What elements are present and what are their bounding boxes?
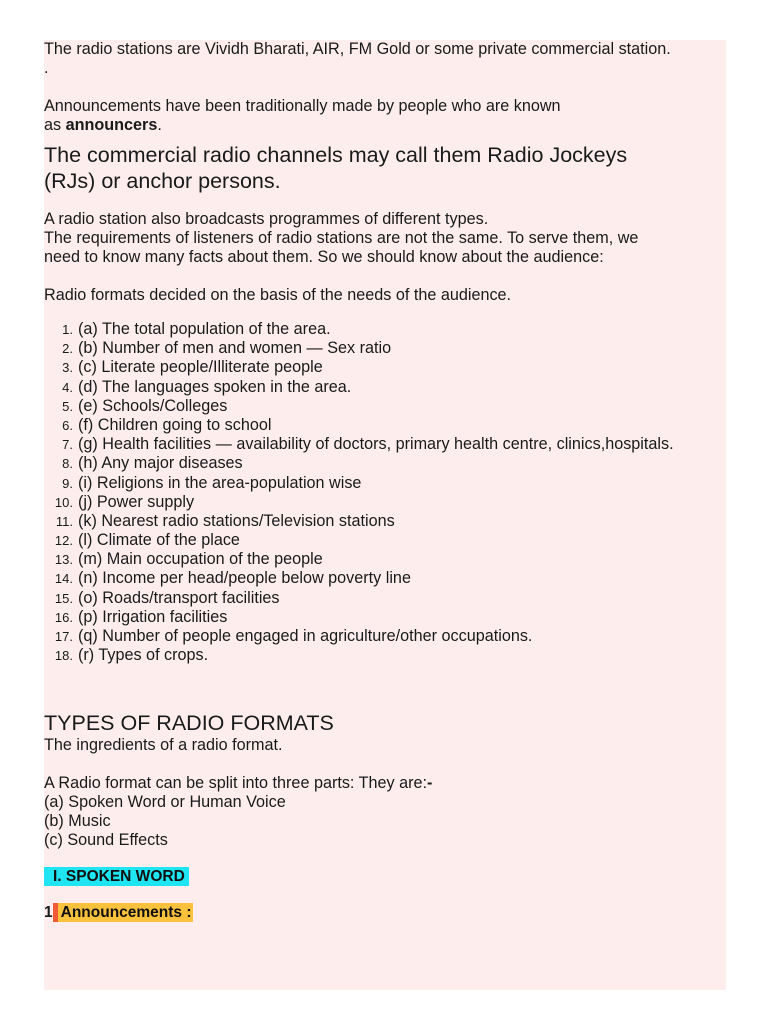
formats-line: Radio formats decided on the basis of the needs of the audience. [44, 286, 512, 304]
factor-item [44, 320, 744, 339]
factor-text: (k) Nearest radio stations/Television stations [78, 511, 395, 530]
factor-text: (q) Number of people engaged in agriculture/other occupations. [78, 627, 533, 645]
factor-number: 3. [62, 360, 73, 376]
factor-item [44, 358, 744, 377]
factor-item [44, 339, 744, 358]
factor-text: (b) Number of men and women — Sex ratio [78, 339, 392, 358]
audience-line-3: need to know many facts about them. So we should know about the audience: [44, 248, 604, 266]
stray-dot: . [44, 59, 49, 77]
factor-item [44, 646, 744, 665]
factor-item [44, 474, 744, 493]
factor-item [44, 435, 744, 454]
audience-line-2: The requirements of listeners of radio stations are not the same. To serve them, we [44, 229, 639, 247]
stations-line: The radio stations are Vividh Bharati, AIR, FM Gold or some private commercial station. [44, 40, 671, 58]
factor-text: (c) Literate people/Illiterate people [78, 358, 323, 377]
factor-number: 14. [54, 571, 73, 587]
factor-item [44, 454, 744, 473]
announcements-subheading-label [44, 903, 193, 922]
spoken-word-heading [44, 867, 744, 886]
factor-number: 13. [54, 552, 73, 568]
split-paragraph [44, 774, 744, 850]
commercial-paragraph [44, 142, 744, 194]
ingredients-text: The ingredients of a radio format. [44, 736, 283, 755]
part-c: (c) Sound Effects [44, 831, 168, 850]
announcements-prefix: as [44, 116, 66, 134]
factor-item [44, 397, 744, 416]
factor-text: (i) Religions in the area-population wise [78, 473, 362, 492]
factor-text: (r) Types of crops. [78, 646, 209, 665]
factor-number: 5. [62, 398, 73, 414]
spoken-word-label: I. SPOKEN WORD [44, 867, 189, 886]
factor-text: (a) The total population of the area. [78, 320, 331, 338]
factor-text: (j) Power supply [78, 492, 195, 511]
factor-text: (e) Schools/Colleges [78, 396, 228, 415]
factor-number: 2. [62, 341, 73, 357]
factor-item [44, 378, 744, 397]
announcements-paragraph [44, 97, 744, 135]
factor-text: (h) Any major diseases [78, 454, 243, 473]
factor-item [44, 512, 744, 531]
subheading-text: Announcements : [58, 903, 193, 922]
factor-number: 17. [54, 629, 73, 644]
document-content [44, 40, 744, 922]
part-b: (b) Music [44, 812, 111, 831]
factor-number: 15. [54, 590, 73, 606]
factor-text: (m) Main occupation of the people [78, 550, 323, 569]
factor-item [44, 569, 744, 588]
factor-number: 1. [62, 322, 73, 337]
factor-number: 10. [54, 494, 73, 510]
audience-paragraph [44, 210, 744, 267]
factor-item [44, 627, 744, 646]
audience-line-1: A radio station also broadcasts programmes of different types. [44, 210, 489, 228]
stations-paragraph [44, 40, 744, 78]
ingredients-line [44, 736, 744, 755]
factor-number: 9. [62, 475, 73, 491]
factor-text: (p) Irrigation facilities [78, 607, 228, 626]
factor-item [44, 416, 744, 435]
announcements-suffix: . [157, 116, 162, 134]
factor-number: 16. [54, 609, 73, 625]
factor-number: 8. [62, 456, 73, 472]
factor-item [44, 608, 744, 627]
subheading-number: 1 [44, 904, 53, 922]
announcements-line-1: Announcements have been traditionally made by people who are known [44, 97, 561, 115]
factor-text: (n) Income per head/people below poverty line [78, 569, 411, 588]
factor-text: (g) Health facilities — availability of doctors, primary health centre, clinics,hospitals. [78, 435, 674, 454]
announcers-term: announcers [65, 116, 158, 134]
factor-item [44, 493, 744, 512]
factor-text: (o) Roads/transport facilities [78, 588, 280, 607]
factor-text: (d) The languages spoken in the area. [78, 377, 352, 396]
factor-text: (f) Children going to school [78, 415, 272, 434]
commercial-line-1: The commercial radio channels may call them Radio Jockeys [44, 143, 628, 167]
audience-factors-list [44, 320, 744, 665]
factor-number: 11. [55, 513, 73, 529]
split-text: A Radio format can be split into three parts: They are: [44, 774, 428, 793]
types-heading: TYPES OF RADIO FORMATS [44, 711, 334, 736]
announcements-line-2 [44, 116, 744, 135]
factor-number: 18. [54, 648, 73, 664]
factor-item [44, 550, 744, 569]
factor-number: 4. [62, 379, 73, 395]
commercial-line-2: (RJs) or anchor persons. [44, 169, 281, 193]
factor-item [44, 589, 744, 608]
factor-number: 12. [54, 533, 73, 549]
part-a: (a) Spoken Word or Human Voice [44, 793, 286, 812]
factor-number: 6. [62, 417, 73, 433]
factor-number: 7. [62, 437, 73, 453]
factor-text: (l) Climate of the place [78, 531, 240, 550]
factor-item [44, 531, 744, 550]
split-line [44, 774, 744, 793]
announcements-subheading [44, 903, 744, 922]
split-dash: - [427, 774, 433, 793]
formats-paragraph [44, 286, 744, 305]
